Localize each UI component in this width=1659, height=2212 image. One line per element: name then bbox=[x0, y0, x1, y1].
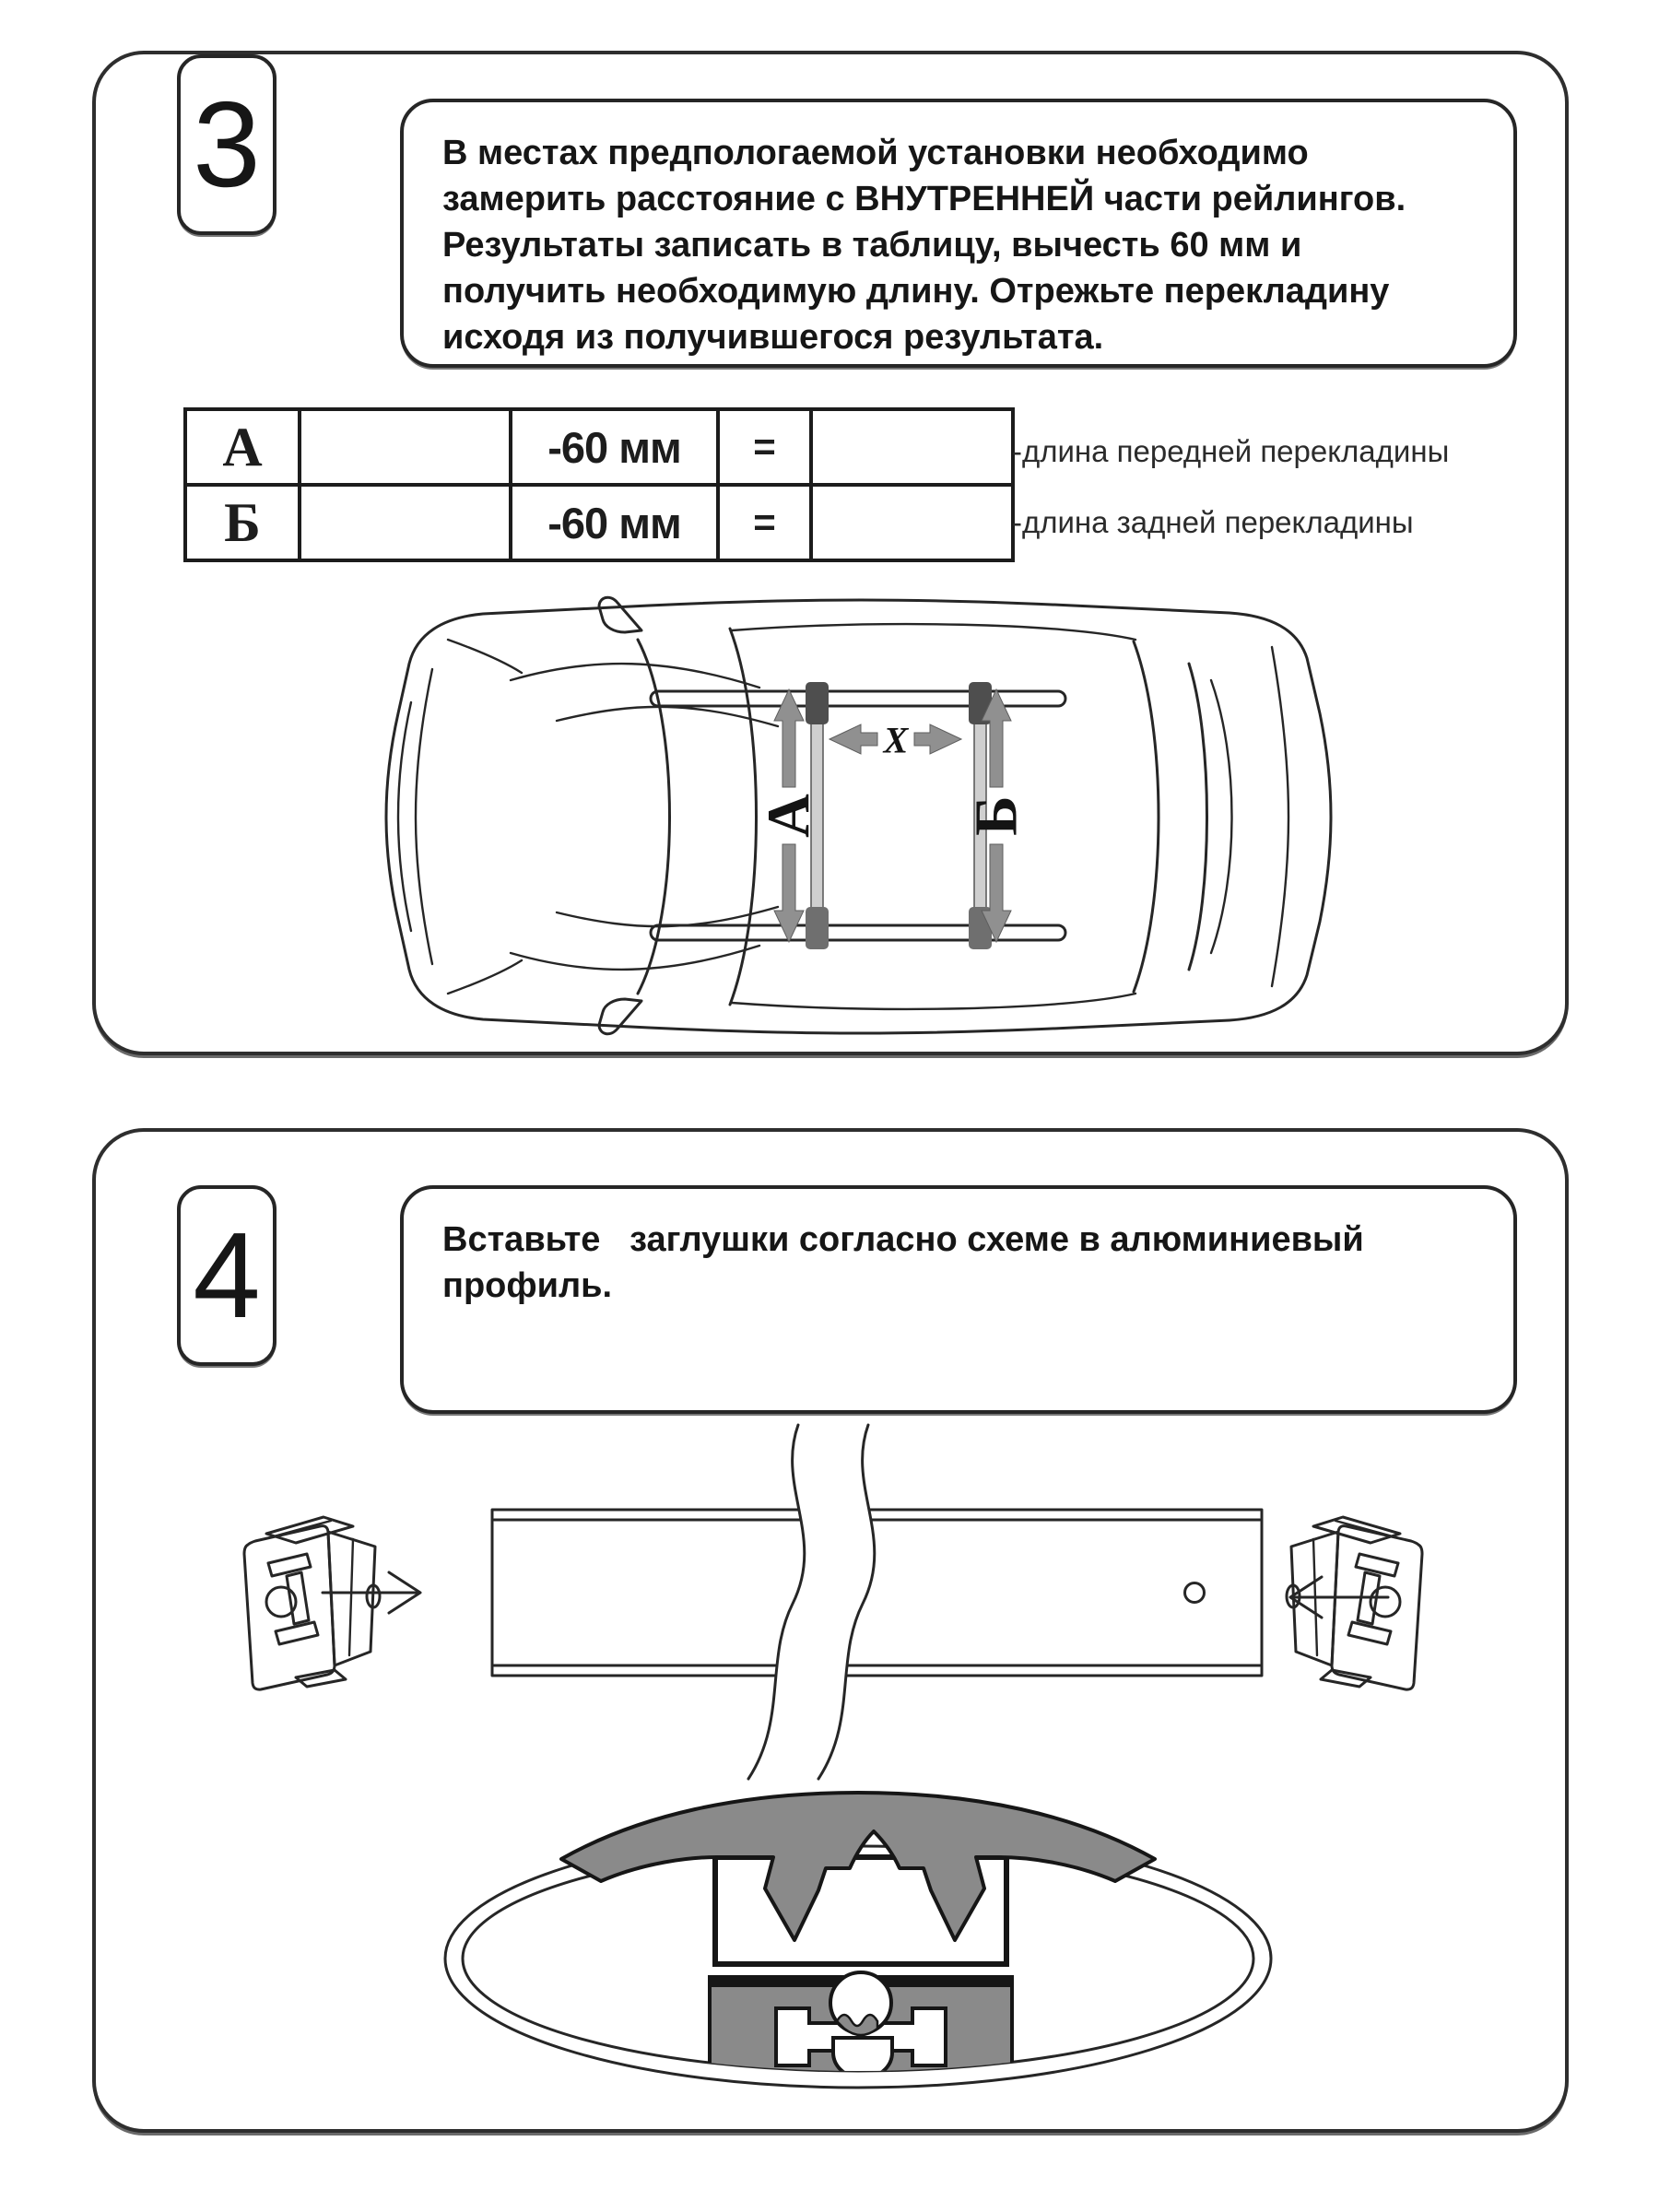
profile-hole bbox=[1185, 1583, 1205, 1603]
right-end-cap bbox=[1287, 1517, 1422, 1689]
result-cell bbox=[811, 409, 1013, 485]
front-bar-length-label: -длина передней перекладины bbox=[1012, 434, 1450, 468]
front-length-arrow-up bbox=[774, 689, 804, 787]
panel-step3 bbox=[92, 51, 1569, 1055]
step-number-4: 4 bbox=[193, 1207, 261, 1343]
car-top-view-diagram bbox=[363, 592, 1354, 1041]
table-row-front bbox=[185, 409, 1013, 485]
equals-cell: = bbox=[718, 485, 811, 560]
left-mirror bbox=[599, 597, 641, 632]
left-end-cap bbox=[244, 1517, 380, 1689]
table-row-rear bbox=[185, 485, 1013, 560]
measured-value-cell bbox=[300, 485, 511, 560]
aluminium-profile-bar bbox=[492, 1510, 1262, 1676]
panel-step4 bbox=[92, 1128, 1569, 2133]
rear-bar-letter: Б bbox=[962, 795, 1030, 836]
distance-letter: X bbox=[883, 719, 909, 761]
front-length-arrow-down bbox=[774, 844, 804, 942]
subtract-cell: -60 мм bbox=[511, 485, 718, 560]
step-number-box-4 bbox=[177, 1185, 276, 1366]
equals-cell: = bbox=[718, 409, 811, 485]
measured-value-cell bbox=[300, 409, 511, 485]
row-letter: А bbox=[185, 409, 300, 485]
result-cell bbox=[811, 485, 1013, 560]
distance-arrow-right bbox=[914, 724, 961, 754]
break-lines bbox=[748, 1425, 875, 1779]
measurement-table bbox=[183, 407, 1015, 562]
crossbar-foot bbox=[806, 682, 829, 724]
right-mirror bbox=[599, 999, 641, 1034]
profile-cross-section-diagram bbox=[409, 1800, 1312, 2104]
row-letter: Б bbox=[185, 485, 300, 560]
instruction-text-3: В местах предпологаемой установки необходимо замерить расстояние с ВНУТРЕННЕЙ части рейлингов. Результаты записать в таблицу, вычесть 60 мм и получить необходимую длину. Отрежьте перекладину исходя из получившегося результата. bbox=[442, 134, 1416, 357]
subtract-cell: -60 мм bbox=[511, 409, 718, 485]
rear-bar-length-label: -длина задней перекладины bbox=[1012, 505, 1414, 539]
profile-insertion-diagram bbox=[142, 1408, 1524, 1795]
front-bar-letter: А bbox=[755, 794, 823, 838]
instruction-box-3 bbox=[400, 99, 1517, 368]
instruction-box-4 bbox=[400, 1185, 1517, 1414]
distance-arrow-left bbox=[830, 724, 877, 754]
instruction-text-4: Вставьте заглушки согласно схеме в алюминиевый профиль. bbox=[442, 1220, 1374, 1305]
step-number-3: 3 bbox=[193, 76, 261, 212]
step-number-box-3 bbox=[177, 54, 276, 235]
crossbar-foot bbox=[806, 907, 829, 949]
